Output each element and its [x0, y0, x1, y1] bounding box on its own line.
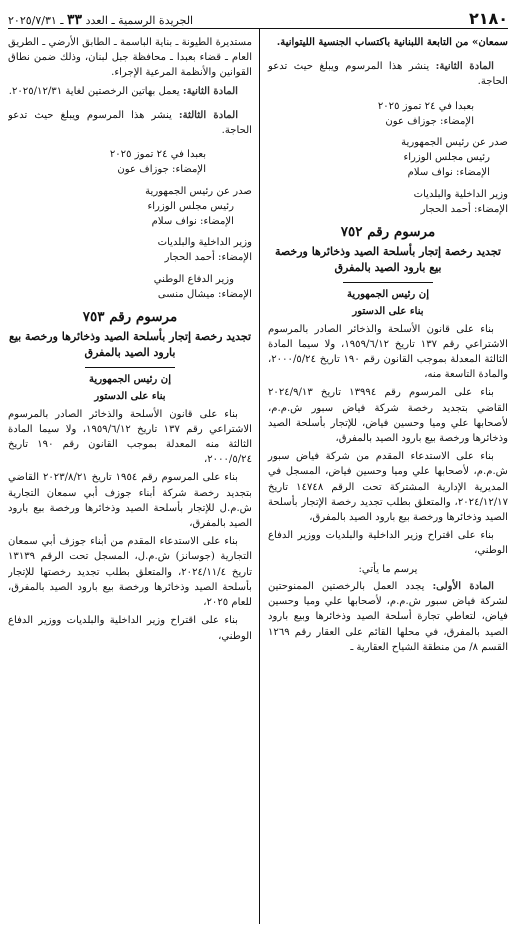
gazette-issue-line — [8, 12, 193, 28]
column-divider — [259, 29, 260, 924]
left-column — [8, 29, 254, 924]
article-text: يجدد العمل بالرخصتين الممنوحتين لشركة فياض سبور ش.م.م، لأصحابها علي وميا وحسين فياض، لتعاطي تجارة أسلحة الصيد وذخائرها وبيع بارود الصيد بالمفرق، في محلها القائم على العقار رقم ١٢٦٩ القسم ٨/ من منطقة الشياح العقارية ـ — [268, 580, 508, 653]
decree-title: مرسوم رقم ٧٥٣ — [82, 309, 178, 326]
issued-by: صدر عن رئيس الجمهورية — [401, 137, 508, 149]
signature: الإمضاء: جوزاف عون — [117, 164, 206, 176]
article-text: ينشر هذا المرسوم ويبلغ حيث تدعو الحاجة. — [268, 61, 508, 88]
issue-date: ـ ٢٠٢٥/٧/٣١ — [8, 14, 64, 27]
minister-title: وزير الداخلية والبلديات — [157, 237, 252, 249]
separator-rule — [85, 367, 175, 368]
article-text: يعمل بهاتين الرخصتين لغاية ٢٠٢٥/١٢/٣١. — [8, 85, 180, 97]
minister-signature: الإمضاء: أحمد الحجار — [420, 203, 508, 215]
page-number: ٢١٨٠ — [468, 9, 508, 28]
pm-title: رئيس مجلس الوزراء — [403, 152, 490, 164]
continued-paragraph: سمعان» من التابعة اللبنانية باكتساب الجنسية الليتوانية. — [276, 37, 508, 48]
recital: بناء على اقتراح وزير الداخلية والبلديات ووزير الدفاع الوطني، — [268, 530, 508, 557]
article-3 — [8, 108, 252, 138]
pm-title: رئيس مجلس الوزراء — [147, 200, 234, 212]
right-column — [262, 29, 508, 924]
date-line: بعبدا في ٢٤ تموز ٢٠٢٥ — [377, 100, 474, 112]
decree-title: مرسوم رقم ٧٥٢ — [340, 224, 436, 241]
article-2 — [8, 84, 252, 99]
recital: بناء على المرسوم رقم ١٩٥٤ تاريخ ٢٠٢٣/٨/٢١ القاضي بتجديد رخصة شركة أبناء جوزف أبي سمعان التجارية ش.م.ل للإتجار بأسلحة الصيد وذخائرها ورخصة بيع بارود الصيد بالمفرق، — [8, 472, 252, 530]
recital: بناء على قانون الأسلحة والذخائر الصادر بالمرسوم الاشتراعي رقم ١٣٧ تاريخ ١٩٥٩/٦/١٢، ولا سيما المادة الثالثة المعدلة بموجب القانون رقم ١٩٠ تاريخ ٢٠٠٠/٥/٢٤، والمادة التاسعة منه، — [268, 323, 508, 381]
recital: بناء على قانون الأسلحة والذخائر الصادر بالمرسوم الاشتراعي رقم ١٣٧ تاريخ ١٩٥٩/٦/١٢، ولا سيما المادة الثالثة منه المعدلة بموجب القانون رقم ١٩٠ تاريخ ٢٠٠٠/٥/٢٤، — [8, 408, 253, 466]
decrees-line: يرسم ما يأتي: — [358, 563, 418, 575]
issued-by: صدر عن رئيس الجمهورية — [145, 185, 252, 197]
pm-signature: الإمضاء: نواف سلام — [151, 216, 234, 228]
separator-rule — [343, 282, 433, 283]
defense-minister-title: وزير الدفاع الوطني — [153, 273, 234, 285]
article-text: ينشر هذا المرسوم ويبلغ حيث تدعو الحاجة. — [8, 109, 252, 137]
recital: بناء على الاستدعاء المقدم من أبناء جوزف أبي سمعان التجارية (جوسانز) ش.م.ل، المسجل تحت الرقم ١٣١٣٩ تاريخ ٢٠٢٤/١١/٤، والمتعلق بطلب تجديد رخصتها للإتجار بأسلحة الصيد وذخائرها ورخصة بيع بارود الصيد بالمفرق، للعام ٢٠٢٥، — [8, 536, 253, 609]
gazette-name: الجريدة الرسمية ـ العدد — [85, 14, 194, 27]
article-label: المادة الثالثة: — [178, 109, 238, 121]
article-label: المادة الثانية: — [182, 85, 238, 97]
recital: بناء على الاستدعاء المقدم من شركة فياض سبور ش.م.م، لأصحابها علي وميا وحسين فياض، المسجل في المديرية الإدارية المشتركة تحت الرقم ١٤٧٤٨ تاريخ ٢٠٢٤/١٢/١٧، والمتعلق بطلب تجديد رخصة الإتجار بأسلحة الصيد وذخائرها ورخصة بيع بارود الصيد بالمفرق، — [268, 451, 508, 524]
president-line: إن رئيس الجمهورية — [88, 374, 172, 386]
page-header — [8, 6, 508, 29]
minister-signature: الإمضاء: أحمد الحجار — [164, 252, 252, 264]
article-label: المادة الثانية: — [435, 61, 494, 73]
signature: الإمضاء: جوزاف عون — [385, 115, 474, 127]
defense-minister-signature: الإمضاء: ميشال منسى — [157, 288, 252, 300]
constitution-line: بناء على الدستور — [352, 306, 424, 318]
recital: بناء على المرسوم رقم ١٣٩٩٤ تاريخ ٢٠٢٤/٩/١٣ القاضي بتجديد رخصة شركة فياض سبور ش.م.م، لأصحابها علي وميا وحسين فياض، للإتجار بأسلحة الصيد وذخائرها ورخصة بيع بارود الصيد بالمفرق، — [268, 387, 508, 445]
article-2 — [268, 59, 508, 89]
issue-number: ٣٣ — [67, 12, 83, 28]
president-line: إن رئيس الجمهورية — [346, 289, 430, 301]
article-1 — [268, 579, 508, 655]
decree-subject: تجديد رخصة إتجار بأسلحة الصيد وذخائرها ورخصة بيع بارود الصيد بالمفرق — [8, 330, 252, 360]
date-line: بعبدا في ٢٤ تموز ٢٠٢٥ — [109, 149, 206, 161]
continued-paragraph: مستديرة الطيونة ـ بناية الباسمة ـ الطابق الأرضي ـ الطريق العام ـ قضاء بعبدا ـ محافظة جبل لبنان، وذلك ضمن نطاق القوانين والأنظمة المرعية الإجراء. — [8, 37, 252, 79]
decree-subject: تجديد رخصة إتجار بأسلحة الصيد وذخائرها ورخصة بيع بارود الصيد بالمفرق — [275, 245, 501, 275]
columns — [8, 29, 508, 924]
minister-title: وزير الداخلية والبلديات — [413, 188, 508, 200]
constitution-line: بناء على الدستور — [94, 391, 166, 403]
recital: بناء على اقتراح وزير الداخلية والبلديات ووزير الدفاع الوطني، — [8, 615, 252, 642]
pm-signature: الإمضاء: نواف سلام — [407, 167, 490, 179]
article-label: المادة الأولى: — [432, 580, 494, 592]
